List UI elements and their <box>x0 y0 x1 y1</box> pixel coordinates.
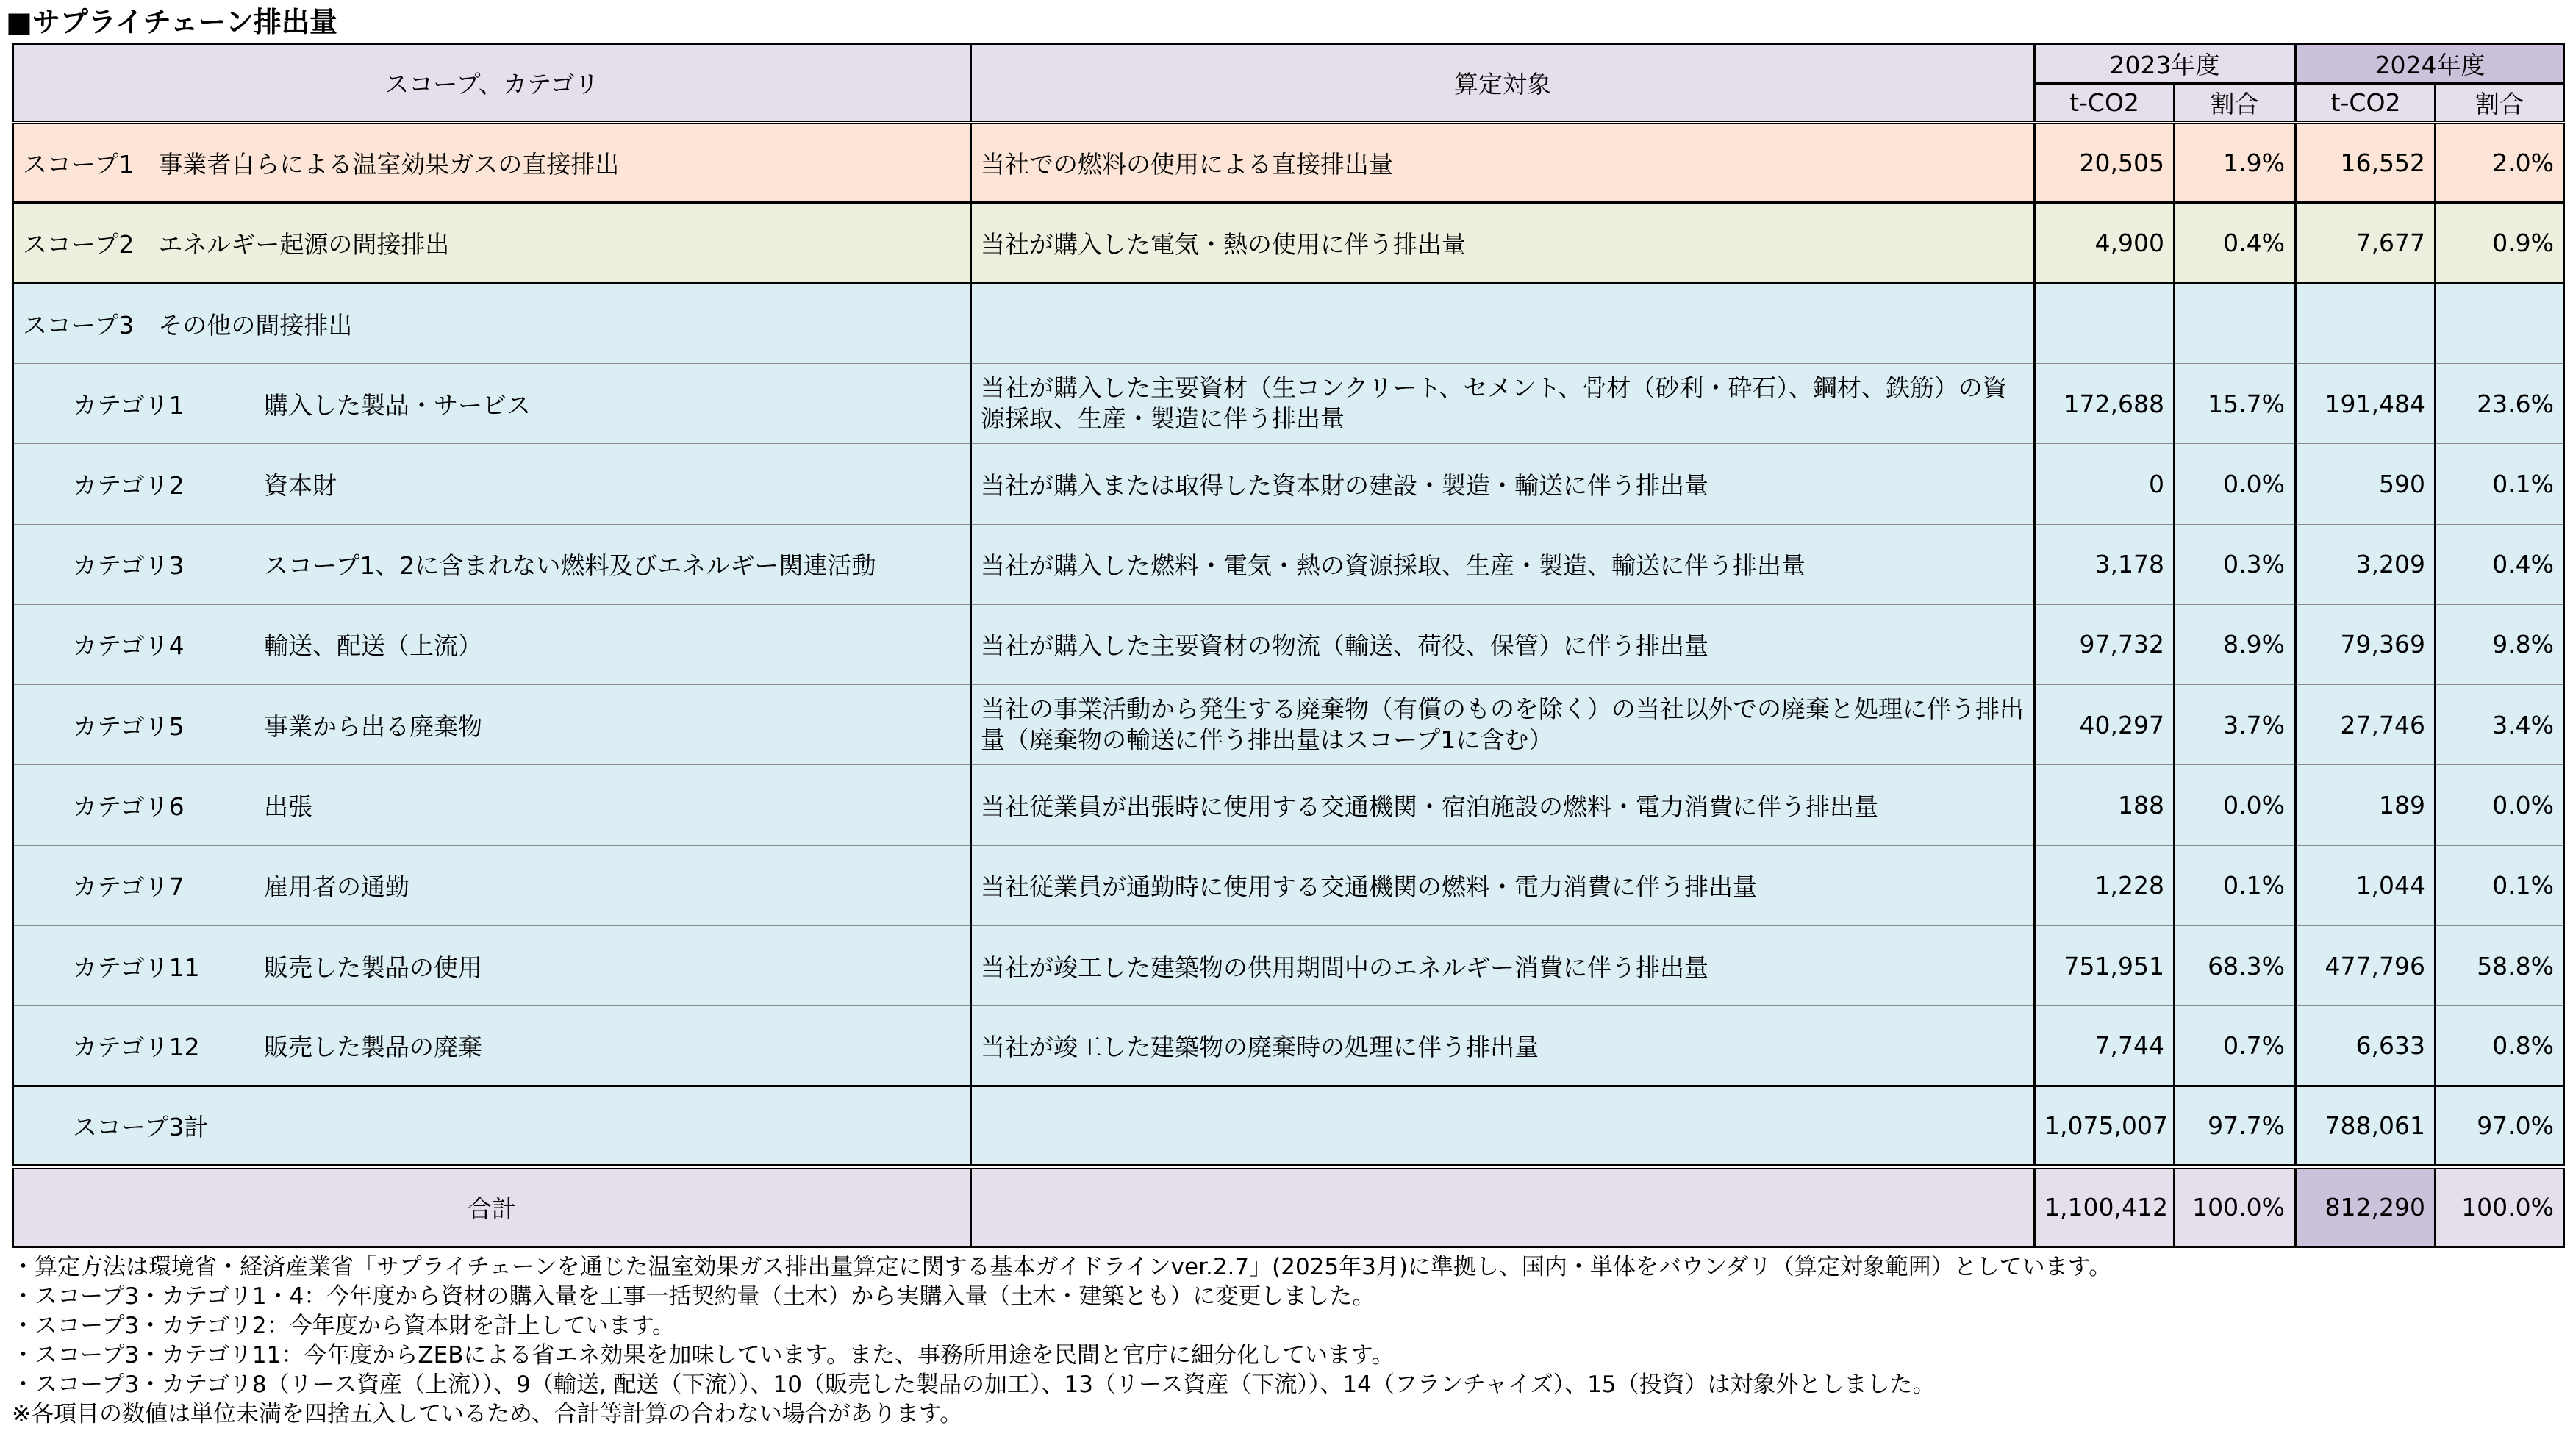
category-target: 当社が購入した主要資材（生コンクリート、セメント、骨材（砂利・砕石）、鋼材、鉄筋）の資源採取、生産・製造に伴う排出量 <box>971 364 2035 444</box>
scope3-total-label: スコープ3計 <box>13 1086 971 1166</box>
category-2024-ratio: 9.8% <box>2436 604 2564 684</box>
grand-total-2024-value: 812,290 <box>2296 1166 2436 1247</box>
category-2023-value: 3,178 <box>2035 524 2175 604</box>
header-2024-ratio: 割合 <box>2436 83 2564 123</box>
emissions-table <box>12 43 2565 1248</box>
header-2023-ratio: 割合 <box>2175 83 2296 123</box>
category-target: 当社が竣工した建築物の廃棄時の処理に伴う排出量 <box>971 1006 2035 1086</box>
category-2023-ratio: 3.7% <box>2175 685 2296 765</box>
scope3-2023-value <box>2035 283 2175 363</box>
category-2023-ratio: 68.3% <box>2175 925 2296 1005</box>
category-2024-ratio: 0.4% <box>2436 524 2564 604</box>
category-2024-value: 6,633 <box>2296 1006 2436 1086</box>
category-target: 当社従業員が出張時に使用する交通機関・宿泊施設の燃料・電力消費に伴う排出量 <box>971 765 2035 845</box>
table-row <box>13 685 2564 765</box>
category-target: 当社が購入した主要資材の物流（輸送、荷役、保管）に伴う排出量 <box>971 604 2035 684</box>
scope3-2024-ratio <box>2436 283 2564 363</box>
scope2-2024-value: 7,677 <box>2296 203 2436 283</box>
header-2023-unit: t-CO2 <box>2035 83 2175 123</box>
scope1-2024-ratio: 2.0% <box>2436 123 2564 203</box>
footnote: ※各項目の数値は単位未満を四捨五入しているため、合計等計算の合わない場合があります。 <box>12 1401 963 1427</box>
category-2024-ratio: 23.6% <box>2436 364 2564 444</box>
footnote: ・スコープ3・カテゴリ2：今年度から資本財を計上しています。 <box>12 1313 676 1339</box>
category-2023-value: 40,297 <box>2035 685 2175 765</box>
category-target: 当社が購入または取得した資本財の建設・製造・輸送に伴う排出量 <box>971 444 2035 524</box>
category-label: カテゴリ12 販売した製品の廃棄 <box>13 1006 971 1086</box>
scope1-target: 当社での燃料の使用による直接排出量 <box>971 123 2035 203</box>
scope3-2024-value <box>2296 283 2436 363</box>
category-label: カテゴリ3 スコープ1、2に含まれない燃料及びエネルギー関連活動 <box>13 524 971 604</box>
category-2024-value: 1,044 <box>2296 845 2436 925</box>
category-2024-ratio: 0.0% <box>2436 765 2564 845</box>
category-2023-ratio: 15.7% <box>2175 364 2296 444</box>
category-2024-value: 590 <box>2296 444 2436 524</box>
category-2023-ratio: 0.0% <box>2175 444 2296 524</box>
scope2-label: スコープ2 エネルギー起源の間接排出 <box>13 203 971 283</box>
category-2024-value: 191,484 <box>2296 364 2436 444</box>
category-2024-ratio: 58.8% <box>2436 925 2564 1005</box>
category-2023-ratio: 0.1% <box>2175 845 2296 925</box>
category-2023-ratio: 0.0% <box>2175 765 2296 845</box>
scope3-label: スコープ3 その他の間接排出 <box>13 283 971 363</box>
category-2023-value: 97,732 <box>2035 604 2175 684</box>
category-2024-ratio: 0.1% <box>2436 845 2564 925</box>
table-row <box>13 765 2564 845</box>
table-row <box>13 444 2564 524</box>
category-target: 当社従業員が通勤時に使用する交通機関の燃料・電力消費に伴う排出量 <box>971 845 2035 925</box>
category-target: 当社が竣工した建築物の供用期間中のエネルギー消費に伴う排出量 <box>971 925 2035 1005</box>
scope1-row <box>13 123 2564 203</box>
footnote: ・算定方法は環境省・経済産業省「サプライチェーンを通じた温室効果ガス排出量算定に関する基本ガイドラインver.2.7」(2025年3月)に準拠し、国内・単体をバウンダリ（算定対象範囲）としています。 <box>12 1254 2112 1280</box>
category-2023-value: 7,744 <box>2035 1006 2175 1086</box>
header-row-1 <box>13 44 2564 84</box>
header-2024-unit: t-CO2 <box>2296 83 2436 123</box>
category-2023-value: 172,688 <box>2035 364 2175 444</box>
category-2023-value: 751,951 <box>2035 925 2175 1005</box>
table-row <box>13 524 2564 604</box>
category-label: カテゴリ4 輸送、配送（上流） <box>13 604 971 684</box>
category-label: カテゴリ7 雇用者の通勤 <box>13 845 971 925</box>
category-2024-value: 27,746 <box>2296 685 2436 765</box>
table-row <box>13 925 2564 1005</box>
category-2023-ratio: 0.7% <box>2175 1006 2296 1086</box>
footnote: ・スコープ3・カテゴリ1・4：今年度から資材の購入量を工事一括契約量（土木）から実購入量（土木・建築とも）に変更しました。 <box>12 1283 1375 1310</box>
category-2024-ratio: 3.4% <box>2436 685 2564 765</box>
header-year-2024: 2024年度 <box>2296 44 2564 84</box>
grand-total-2024-ratio: 100.0% <box>2436 1166 2564 1247</box>
category-2023-ratio: 0.3% <box>2175 524 2296 604</box>
scope2-2023-value: 4,900 <box>2035 203 2175 283</box>
scope2-row <box>13 203 2564 283</box>
grand-total-row <box>13 1166 2564 1247</box>
header-target: 算定対象 <box>971 44 2035 123</box>
category-target: 当社が購入した燃料・電気・熱の資源採取、生産・製造、輸送に伴う排出量 <box>971 524 2035 604</box>
scope3-total-2024-value: 788,061 <box>2296 1086 2436 1166</box>
scope3-2023-ratio <box>2175 283 2296 363</box>
footnotes <box>12 1252 2563 1429</box>
footnote: ・スコープ3・カテゴリ11：今年度からZEBによる省エネ効果を加味しています。また、事務所用途を民間と官庁に細分化しています。 <box>12 1342 1395 1369</box>
scope3-target <box>971 283 2035 363</box>
category-2024-value: 3,209 <box>2296 524 2436 604</box>
category-label: カテゴリ2 資本財 <box>13 444 971 524</box>
scope2-target: 当社が購入した電気・熱の使用に伴う排出量 <box>971 203 2035 283</box>
category-label: カテゴリ1 購入した製品・サービス <box>13 364 971 444</box>
scope1-2024-value: 16,552 <box>2296 123 2436 203</box>
scope2-2023-ratio: 0.4% <box>2175 203 2296 283</box>
page-title: ■サプライチェーン排出量 <box>6 6 337 38</box>
footnote: ・スコープ3・カテゴリ8（リース資産（上流））、9（輸送, 配送（下流））、10（販売した製品の加工）、13（リース資産（下流））、14（フランチャイズ）、15（投資）は対象外としました。 <box>12 1371 1936 1398</box>
scope3-total-2024-ratio: 97.0% <box>2436 1086 2564 1166</box>
category-2024-ratio: 0.8% <box>2436 1006 2564 1086</box>
table-row <box>13 604 2564 684</box>
category-2024-value: 477,796 <box>2296 925 2436 1005</box>
category-target: 当社の事業活動から発生する廃棄物（有償のものを除く）の当社以外での廃棄と処理に伴う排出量（廃棄物の輸送に伴う排出量はスコープ1に含む） <box>971 685 2035 765</box>
grand-total-target <box>971 1166 2035 1247</box>
category-2023-ratio: 8.9% <box>2175 604 2296 684</box>
category-label: カテゴリ6 出張 <box>13 765 971 845</box>
scope3-total-2023-value: 1,075,007 <box>2035 1086 2175 1166</box>
category-label: カテゴリ11 販売した製品の使用 <box>13 925 971 1005</box>
grand-total-2023-value: 1,100,412 <box>2035 1166 2175 1247</box>
scope3-total-row <box>13 1086 2564 1166</box>
category-2023-value: 188 <box>2035 765 2175 845</box>
category-2024-ratio: 0.1% <box>2436 444 2564 524</box>
category-2024-value: 189 <box>2296 765 2436 845</box>
category-2023-value: 0 <box>2035 444 2175 524</box>
category-label: カテゴリ5 事業から出る廃棄物 <box>13 685 971 765</box>
grand-total-2023-ratio: 100.0% <box>2175 1166 2296 1247</box>
header-year-2023: 2023年度 <box>2035 44 2296 84</box>
scope1-2023-value: 20,505 <box>2035 123 2175 203</box>
scope3-row <box>13 283 2564 363</box>
table-row <box>13 845 2564 925</box>
scope2-2024-ratio: 0.9% <box>2436 203 2564 283</box>
scope3-total-2023-ratio: 97.7% <box>2175 1086 2296 1166</box>
category-2024-value: 79,369 <box>2296 604 2436 684</box>
scope1-2023-ratio: 1.9% <box>2175 123 2296 203</box>
table-row <box>13 364 2564 444</box>
table-row <box>13 1006 2564 1086</box>
category-2023-value: 1,228 <box>2035 845 2175 925</box>
grand-total-label: 合計 <box>13 1166 971 1247</box>
scope1-label: スコープ1 事業者自らによる温室効果ガスの直接排出 <box>13 123 971 203</box>
scope3-total-target <box>971 1086 2035 1166</box>
header-scope-category: スコープ、カテゴリ <box>13 44 971 123</box>
